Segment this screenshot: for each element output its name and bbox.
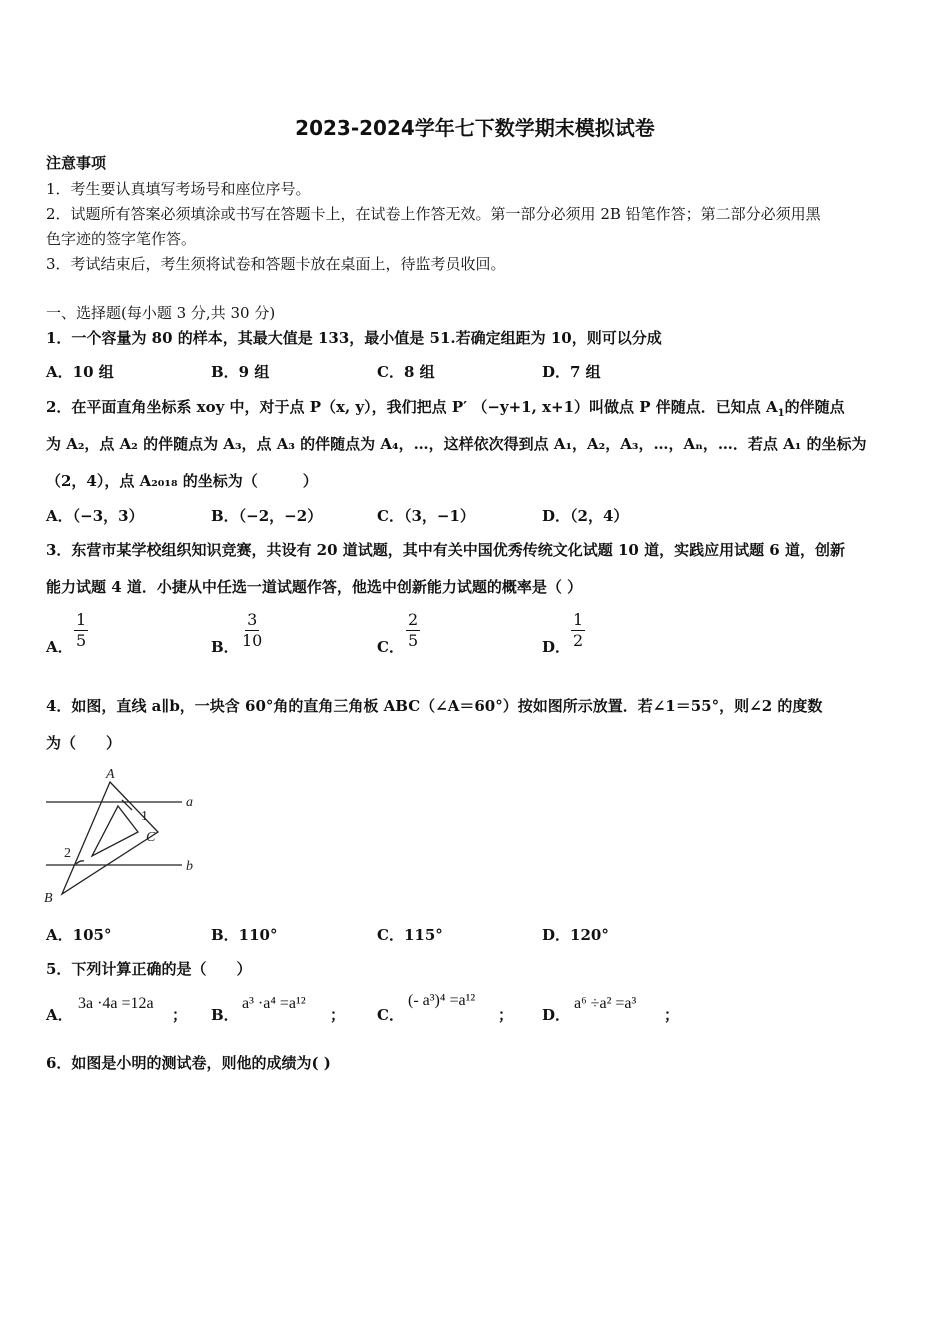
fraction-denominator: 5 (408, 631, 419, 650)
q2-option-a: A．（−3，3） (46, 507, 144, 525)
notice-item: 3．考试结束后，考生须将试卷和答题卡放在桌面上，待监考员收回。 (46, 255, 506, 273)
notice-heading: 注意事项 (46, 154, 107, 172)
question-4-line: 4．如图，直线 a∥b，一块含 60°角的直角三角板 ABC（∠A＝60°）按如图所示放置．若∠1＝55°，则∠2 的度数 (46, 697, 823, 715)
notice-item: 1．考生要认真填写考场号和座位序号。 (46, 180, 311, 198)
q5-option-d-label: D． (542, 1006, 571, 1024)
notice-item: 色字迹的签字笔作答。 (46, 230, 197, 248)
question-4-line: 为（ ） (46, 734, 122, 752)
q3-option-b-fraction (240, 610, 264, 651)
question-3-line: 能力试题 4 道．小捷从中任选一道试题作答，他选中创新能力试题的概率是（ ） (46, 578, 583, 596)
question-1-stem: 1．一个容量为 80 的样本，其最大值是 133，最小值是 51.若确定组距为 10，则可以分成 (46, 329, 662, 347)
separator: ； (664, 1006, 680, 1024)
label-1: 1 (141, 809, 148, 824)
q4-option-c: C．115° (377, 926, 443, 944)
label-C: C (146, 830, 156, 845)
label-a: a (186, 795, 193, 810)
q5-option-d-expr: a⁶ ÷a² =a³ (574, 995, 637, 1012)
q5-option-b-expr: a³ ·a⁴ =a¹² (242, 995, 306, 1012)
triangle-outer (62, 782, 158, 894)
question-2-line: 为 A₂，点 A₂ 的伴随点为 A₃，点 A₃ 的伴随点为 A₄，…，这样依次得到点 A₁，A₂，A₃，…，Aₙ，…．若点 A₁ 的坐标为 (46, 435, 867, 453)
question-5-stem: 5．下列计算正确的是（ ） (46, 960, 252, 978)
fraction-denominator: 10 (242, 631, 263, 650)
triangle-inner (92, 806, 138, 856)
separator: ； (330, 1006, 346, 1024)
q3-option-b-label: B． (211, 638, 239, 656)
q1-option-c: C．8 组 (377, 363, 435, 381)
q3-option-d-fraction (571, 610, 585, 651)
q3-option-a-label: A． (46, 638, 73, 656)
label-B: B (44, 891, 53, 906)
q1-option-a: A．10 组 (46, 363, 114, 381)
q3-option-d-label: D． (542, 638, 571, 656)
q4-option-a: A．105° (46, 926, 112, 944)
notice-item: 2．试题所有答案必须填涂或书写在答题卡上，在试卷上作答无效。第一部分必须用 2B 铅笔作答；第二部分必须用黑 (46, 205, 821, 223)
angle-2-arc (76, 861, 84, 864)
separator: ； (498, 1006, 514, 1024)
q5-option-b-label: B． (211, 1006, 239, 1024)
q2-option-c: C．（3，−1） (377, 507, 475, 525)
fraction-numerator: 1 (76, 610, 87, 629)
q3-option-c-label: C． (377, 638, 404, 656)
label-A: A (106, 767, 115, 782)
label-b: b (186, 859, 193, 874)
question-2-line: （2，4），点 A₂₀₁₈ 的坐标为（ ） (46, 472, 318, 490)
separator: ； (172, 1006, 188, 1024)
q5-option-a-expr: 3a ·4a =12a (78, 995, 154, 1012)
q4-option-b: B．110° (211, 926, 278, 944)
q3-option-a-fraction (74, 610, 88, 651)
q5-option-c-expr: (- a³)⁴ =a¹² (408, 992, 476, 1009)
question-2-line: 2．在平面直角坐标系 xoy 中，对于点 P（x, y），我们把点 P′ （−y+1, x+1）叫做点 P 伴随点．已知点 $A_1$的伴随点 (46, 398, 845, 419)
fraction-denominator: 2 (573, 631, 584, 650)
q4-option-d: D．120° (542, 926, 609, 944)
fraction-denominator: 5 (76, 631, 87, 650)
fraction-numerator: 3 (247, 610, 258, 629)
q3-option-c-fraction (406, 610, 420, 651)
fraction-numerator: 2 (408, 610, 419, 629)
q1-option-b: B．9 组 (211, 363, 270, 381)
q5-option-a-label: A． (46, 1006, 73, 1024)
question-3-line: 3．东营市某学校组织知识竞赛，共设有 20 道试题，其中有关中国优秀传统文化试题 10 道，实践应用试题 6 道，创新 (46, 541, 845, 559)
fraction-numerator: 1 (573, 610, 584, 629)
q2-option-b: B．（−2，−2） (211, 507, 323, 525)
q1-option-d: D．7 组 (542, 363, 601, 381)
q2-line1-end: 的伴随点 (784, 398, 845, 416)
q2-line1-text: 2．在平面直角坐标系 xoy 中，对于点 P（x, y），我们把点 P′ （−y+1, x+1）叫做点 P 伴随点．已知点 A (46, 398, 778, 416)
q5-option-c-label: C． (377, 1006, 404, 1024)
label-2: 2 (64, 846, 71, 861)
question-6-stem: 6．如图是小明的测试卷，则他的成绩为( ) (46, 1054, 331, 1072)
q4-figure (40, 762, 210, 912)
q2-option-d: D．（2，4） (542, 507, 629, 525)
page-title: 2023-2024学年七下数学期末模拟试卷 (295, 116, 655, 140)
section-heading: 一、选择题(每小题 3 分,共 30 分) (46, 304, 276, 322)
